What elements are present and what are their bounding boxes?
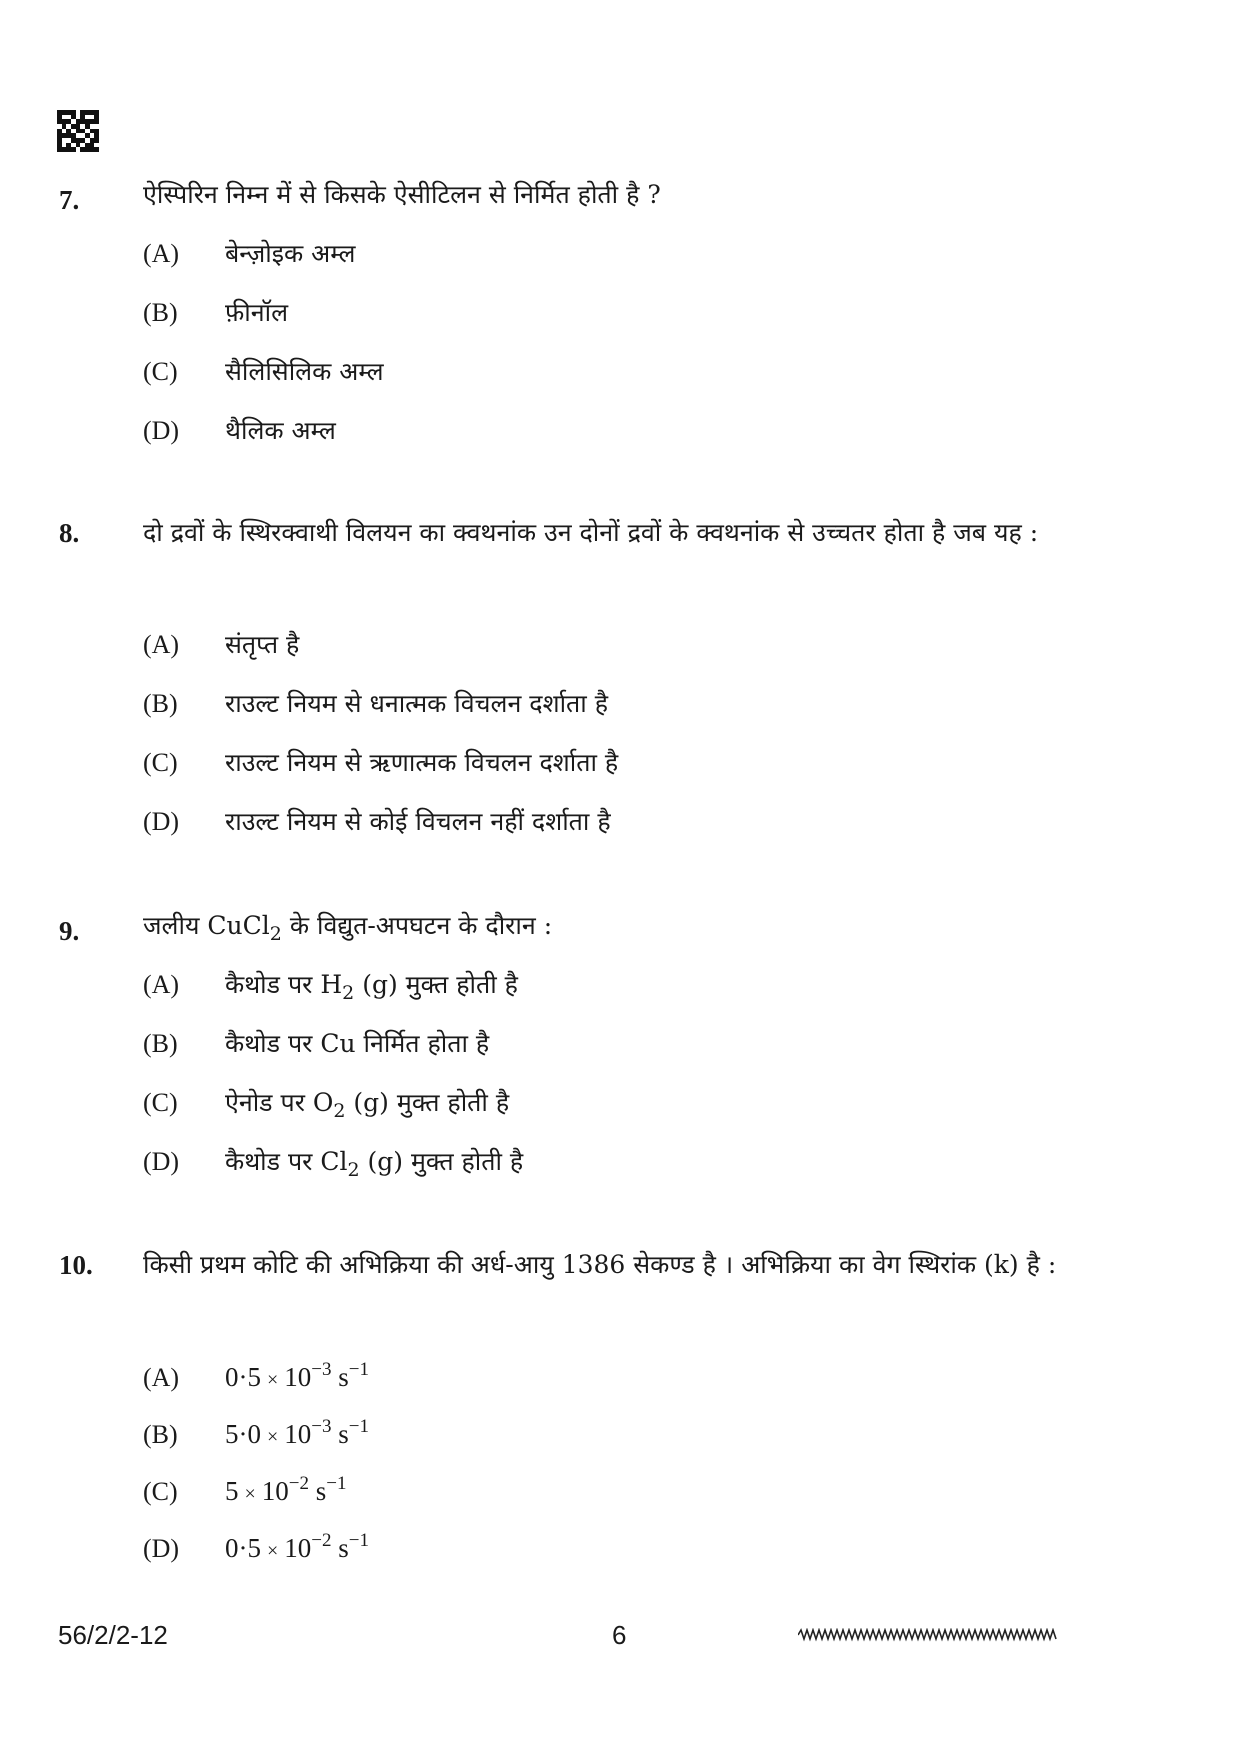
option-b: (B) कैथोड पर Cu निर्मित होता है bbox=[143, 1029, 490, 1058]
question-text: जलीय CuCl$_2$ के विद्युत-अपघटन के दौरान : bbox=[143, 911, 553, 945]
question-number: 9. bbox=[59, 916, 80, 946]
wavy-line-icon bbox=[798, 1628, 1058, 1642]
option-c: (C) $5 \times 10^{-2}$ $s^{-1}$ bbox=[143, 1473, 347, 1506]
option-d: (D) $0\cdot 5 \times 10^{-2}$ $s^{-1}$ bbox=[143, 1530, 369, 1563]
paper-code: 56/2/2-12 bbox=[58, 1620, 168, 1650]
question-text: किसी प्रथम कोटि की अभिक्रिया की अर्ध-आयु 1386 सेकण्ड है । अभिक्रिया का वेग स्थिरांक (k) है : bbox=[143, 1250, 1057, 1279]
option-d: (D) राउल्ट नियम से कोई विचलन नहीं दर्शाता है bbox=[143, 807, 611, 836]
option-c: (C) राउल्ट नियम से ऋणात्मक विचलन दर्शाता है bbox=[143, 748, 619, 777]
option-b: (B) फ़ीनॉल bbox=[143, 298, 289, 327]
option-a: (A) $0\cdot 5 \times 10^{-3}$ $s^{-1}$ bbox=[143, 1359, 369, 1392]
option-a: (A) संतृप्त है bbox=[143, 630, 300, 659]
question-number: 8. bbox=[59, 518, 80, 548]
question-text: दो द्रवों के स्थिरक्वाथी विलयन का क्वथनांक उन दोनों द्रवों के क्वथनांक से उच्चतर होता है जब यह : bbox=[143, 518, 1039, 547]
option-c: (C) सैलिसिलिक अम्ल bbox=[143, 357, 384, 386]
option-b: (B) $5\cdot 0 \times 10^{-3}$ $s^{-1}$ bbox=[143, 1416, 369, 1449]
page-number: 6 bbox=[612, 1620, 627, 1650]
question-number: 7. bbox=[59, 185, 80, 215]
option-a: (A) कैथोड पर $H_2$ (g) मुक्त होती है bbox=[143, 970, 518, 1004]
option-b: (B) राउल्ट नियम से धनात्मक विचलन दर्शाता है bbox=[143, 689, 609, 718]
option-a: (A) बेन्ज़ोइक अम्ल bbox=[143, 239, 356, 268]
option-d: (D) कैथोड पर $Cl_2$ (g) मुक्त होती है bbox=[143, 1147, 524, 1181]
qr-code-icon bbox=[57, 110, 99, 152]
question-text: ऐस्पिरिन निम्न में से किसके ऐसीटिलन से निर्मित होती है ? bbox=[143, 180, 661, 209]
question-number: 10. bbox=[59, 1250, 93, 1280]
option-d: (D) थैलिक अम्ल bbox=[143, 416, 336, 445]
option-c: (C) ऐनोड पर $O_2$ (g) मुक्त होती है bbox=[143, 1088, 510, 1122]
